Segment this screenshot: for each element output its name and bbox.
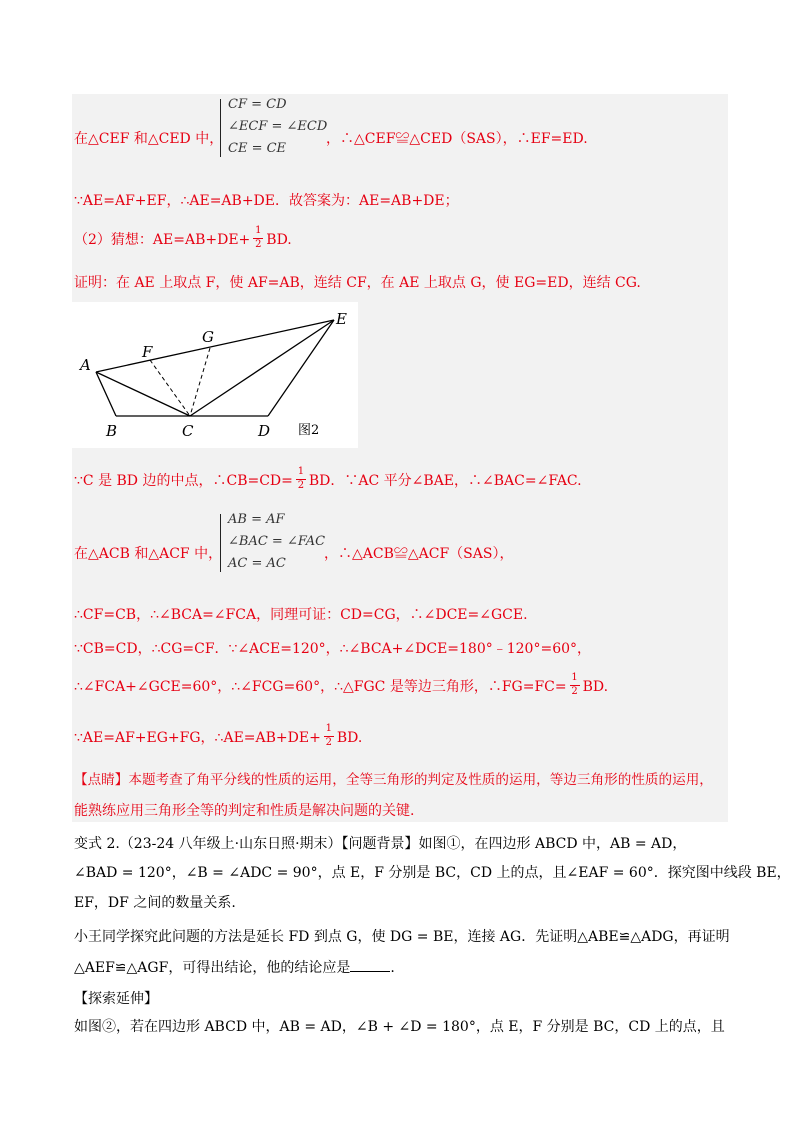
mid-post: BD．∵AC 平分∠BAE，∴∠BAC=∠FAC. <box>308 473 582 489</box>
equation-system-1 <box>228 94 327 160</box>
mid-pre: ∵C 是 BD 边的中点，∴CB=CD= <box>74 473 293 489</box>
fraction-half <box>252 225 264 250</box>
system-1-row-2: ∠ECF = ∠ECD <box>228 119 328 134</box>
comment-line-2: 能熟练应用三角形全等的判定和性质是解决问题的关键. <box>74 803 415 819</box>
variant-line-7: 如图②，若在四边形 ABCD 中，AB = AD，∠B + ∠D = 180°，点 E，F 分别是 BC，CD 上的点，且 <box>74 1019 725 1035</box>
frac-num: 1 <box>297 466 305 477</box>
figure-2 <box>72 302 358 448</box>
line-acb-acf-conclusion <box>324 544 513 564</box>
line-cef-ced-pre: 在△CEF 和△CED 中， <box>74 131 224 147</box>
system-2-row-3: AC = AC <box>228 556 286 571</box>
variant-line-5-text: △AEF≌△AGF，可得出结论，他的结论应是 <box>74 960 351 976</box>
frac-den: 2 <box>255 239 262 250</box>
section-heading-explore: 【探索延伸】 <box>74 991 158 1007</box>
point-label-g: G <box>202 328 214 346</box>
line-proof-setup: 证明：在 AE 上取点 F，使 AF=AB，连结 CF，在 AE 上取点 G，使 EG=ED，连结 CG. <box>74 275 641 291</box>
line-result-3 <box>74 672 609 697</box>
figure-caption: 图2 <box>298 423 320 438</box>
line-cef-ced <box>74 129 223 149</box>
r3-pre: ∴∠FCA+∠GCE=60°，∴∠FCG=60°，∴△FGC 是等边三角形，∴FG=FC= <box>74 679 567 695</box>
frac-num: 1 <box>255 225 262 236</box>
system-2-row-1: AB = AF <box>228 512 285 527</box>
variant-line-5 <box>74 957 395 978</box>
system-1-row-3: CE = CE <box>228 141 287 156</box>
line-midpoint <box>74 466 582 491</box>
line-result-1: ∴CF=CB，∴∠BCA=∠FCA，同理可证：CD=CG，∴∠DCE=∠GCE. <box>74 607 528 623</box>
line-cef-ced-post: ，∴△CEF≌△CED（SAS），∴EF=ED. <box>326 131 588 147</box>
system-1-row-1: CF = CD <box>228 97 287 112</box>
point-label-a: A <box>80 356 91 374</box>
variant-line-1: 变式 2.（23-24 八年级上·山东日照·期末）【问题背景】如图①，在四边形 ABCD 中，AB = AD， <box>74 836 687 852</box>
variant-line-5-end: . <box>390 960 395 976</box>
fraction-half <box>295 466 307 491</box>
line-result-4 <box>74 723 363 748</box>
frac-num: 1 <box>571 672 578 683</box>
r3-post: BD. <box>582 679 609 695</box>
frac-den: 2 <box>571 686 578 697</box>
point-label-b: B <box>106 422 118 440</box>
guess-pre: （2）猜想：AE=AB+DE+ <box>74 232 251 248</box>
point-label-f: F <box>142 343 153 361</box>
frac-den: 2 <box>325 737 333 748</box>
frac-den: 2 <box>297 480 305 491</box>
system-2-row-2: ∠BAC = ∠FAC <box>228 534 326 549</box>
point-label-d: D <box>258 422 271 440</box>
line-cef-ced-conclusion <box>326 129 588 149</box>
line-acb-acf-pre: 在△ACB 和△ACF 中， <box>74 546 223 562</box>
answer-blank <box>350 957 390 972</box>
equation-system-2 <box>228 509 325 575</box>
variant-line-2: ∠BAD = 120°，∠B = ∠ADC = 90°，点 E，F 分别是 BC，CD 上的点，且∠EAF = 60°．探究图中线段 BE， <box>74 865 791 881</box>
comment-line-1: 【点睛】本题考查了角平分线的性质的运用，全等三角形的判定及性质的运用，等边三角形的性质的运用， <box>74 772 713 788</box>
line-acb-acf <box>74 544 222 564</box>
line-result-2: ∵CB=CD，∴CG=CF．∵∠ACE=120°，∴∠BCA+∠DCE=180°﹣120°=60°， <box>74 641 592 657</box>
r4-pre: ∵AE=AF+EG+FG，∴AE=AB+DE+ <box>74 730 321 746</box>
point-label-c: C <box>182 422 194 440</box>
variant-line-3: EF，DF 之间的数量关系. <box>74 895 236 911</box>
line-guess <box>74 225 292 250</box>
variant-line-4: 小王同学探究此问题的方法是延长 FD 到点 G，使 DG = BE，连接 AG．先证明△ABE≌△ADG，再证明 <box>74 929 730 945</box>
fraction-half <box>323 723 335 748</box>
line-because-1: ∵AE=AF+EF，∴AE=AB+DE．故答案为：AE=AB+DE； <box>74 193 459 209</box>
point-label-e: E <box>336 310 347 328</box>
fraction-half <box>569 672 581 697</box>
r4-post: BD. <box>336 730 363 746</box>
line-acb-acf-post: ，∴△ACB≌△ACF（SAS）， <box>324 546 514 562</box>
frac-num: 1 <box>325 723 333 734</box>
guess-post: BD. <box>266 232 292 248</box>
